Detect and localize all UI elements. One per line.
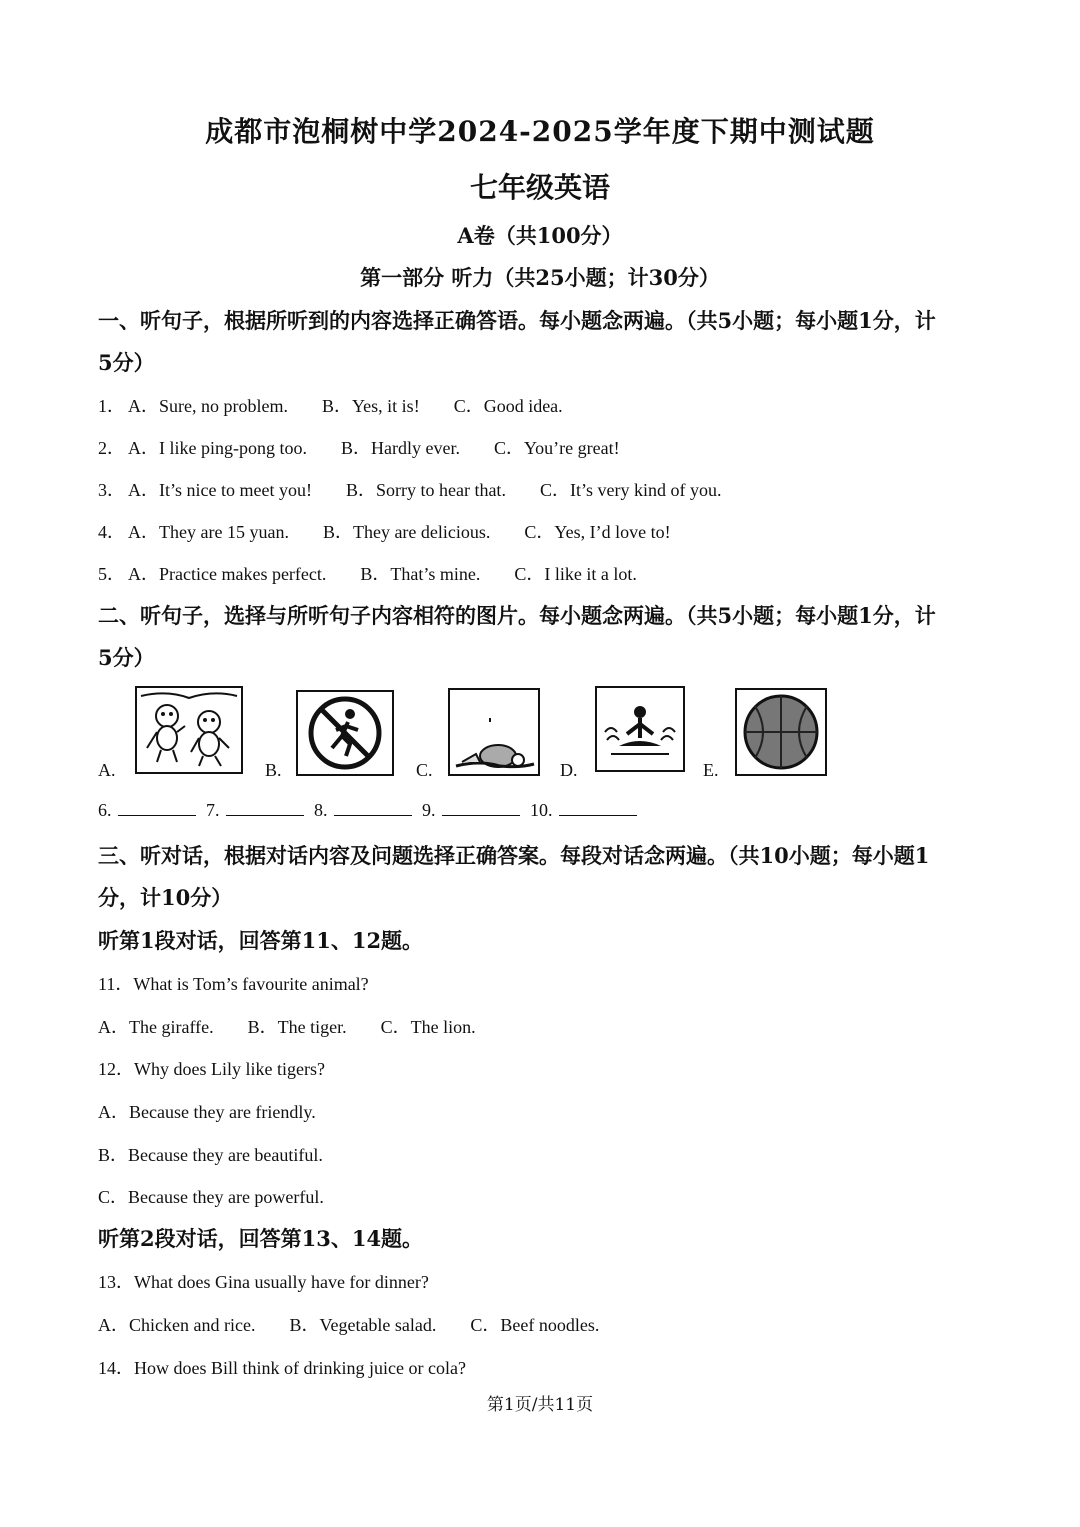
- picture-label: D.: [560, 760, 578, 780]
- school-title: 成都市泡桐树中学2024-2025学年度下期中测试题: [205, 115, 875, 148]
- question-11: 11．What is Tom’s favourite animal?: [98, 974, 369, 994]
- answer-blank-10[interactable]: [559, 801, 637, 816]
- question-row: 2． A．I like ping-pong too. B．Hardly ever. C．You’re great!: [98, 438, 620, 458]
- option-line: C．Because they are powerful.: [98, 1187, 324, 1207]
- answer-blank-7[interactable]: [226, 801, 304, 816]
- question-14: 14．How does Bill think of drinking juice or cola?: [98, 1358, 466, 1378]
- question-row: 3． A．It’s nice to meet you! B．Sorry to hear that. C．It’s very kind of you.: [98, 480, 722, 500]
- page-number: 第1页/共11页: [486, 1395, 594, 1415]
- answer-blank-6[interactable]: [118, 801, 196, 816]
- picture-label: B.: [265, 760, 282, 780]
- picture-label: E.: [703, 760, 719, 780]
- snail-icon: [448, 688, 540, 776]
- question-row: 4． A．They are 15 yuan. B．They are delicious. C．Yes, I’d love to!: [98, 522, 671, 542]
- option-line: A．Because they are friendly.: [98, 1102, 316, 1122]
- subject-title: 七年级英语: [469, 171, 610, 204]
- question-13: 13．What does Gina usually have for dinner?: [98, 1272, 429, 1292]
- picture-label: A.: [98, 760, 116, 780]
- question-row: A．The giraffe. B．The tiger. C．The lion.: [98, 1017, 476, 1037]
- question-row: 5． A．Practice makes perfect. B．That’s mine. C．I like it a lot.: [98, 564, 637, 584]
- picture-label: C.: [416, 760, 433, 780]
- paper-title: A卷（共100分）: [457, 223, 623, 248]
- section2-heading-cont: 5分）: [98, 645, 155, 670]
- section1-heading: 一、听句子，根据所听到的内容选择正确答语。每小题念两遍。（共5小题；每小题1分，计: [98, 308, 936, 333]
- answer-blank-9[interactable]: [442, 801, 520, 816]
- dialog1-heading: 听第1段对话，回答第11、12题。: [98, 928, 424, 953]
- question-row: 1． A．Sure, no problem. B．Yes, it is! C．Good idea.: [98, 396, 563, 416]
- section3-heading: 三、听对话，根据对话内容及问题选择正确答案。每段对话念两遍。（共10小题；每小题1: [98, 843, 930, 868]
- section2-heading: 二、听句子，选择与所听句子内容相符的图片。每小题念两遍。（共5小题；每小题1分，计: [98, 603, 936, 628]
- answer-blank-8[interactable]: [334, 801, 412, 816]
- question-12: 12．Why does Lily like tigers?: [98, 1059, 325, 1079]
- monkeys-icon: [135, 686, 243, 774]
- option-line: B．Because they are beautiful.: [98, 1145, 323, 1165]
- basketball-icon: [735, 688, 827, 776]
- question-row: A．Chicken and rice. B．Vegetable salad. C．Beef noodles.: [98, 1315, 600, 1335]
- no-running-icon: [296, 690, 394, 776]
- section1-heading-cont: 5分）: [98, 350, 155, 375]
- part-title: 第一部分 听力（共25小题；计30分）: [360, 265, 720, 290]
- answer-blanks-row: 6. 7. 8. 9. 10.: [98, 800, 643, 821]
- section3-heading-cont: 分，计10分）: [98, 885, 233, 910]
- dialog2-heading: 听第2段对话，回答第13、14题。: [98, 1226, 424, 1251]
- yoga-icon: [595, 686, 685, 772]
